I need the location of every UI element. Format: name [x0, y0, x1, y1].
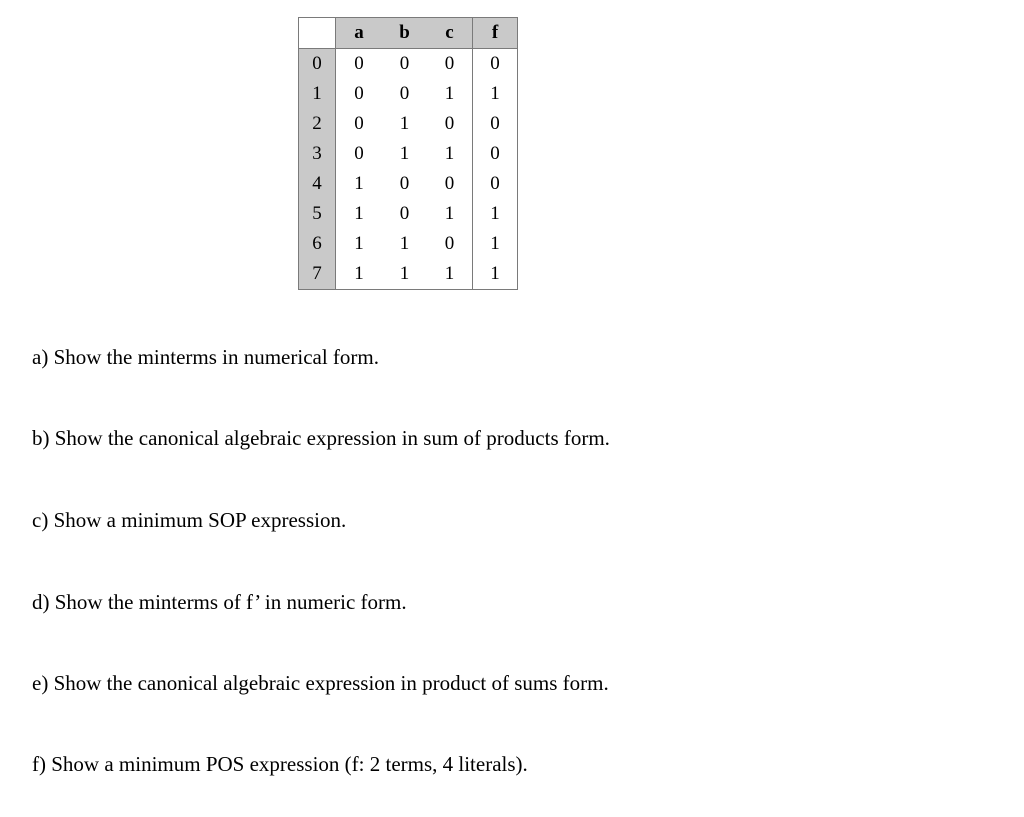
- cell-b: 1: [399, 113, 410, 134]
- column-header-f: f: [473, 18, 518, 49]
- cell-f: 1: [473, 259, 518, 290]
- cell-b: 0: [399, 203, 410, 224]
- row-index-cell: 3: [299, 139, 336, 169]
- question-a: a) Show the minterms in numerical form.: [32, 345, 380, 369]
- table-row: [299, 139, 518, 169]
- cell-c: 1: [444, 83, 455, 104]
- table-row: [299, 169, 518, 199]
- corner-cell: [299, 18, 336, 49]
- column-header-a: a: [336, 18, 383, 49]
- cell-f: 0: [473, 109, 518, 139]
- cell-b: 0: [399, 83, 410, 104]
- cell-a: 1: [336, 259, 383, 290]
- column-header-b: b: [382, 18, 427, 49]
- table-row: [299, 229, 518, 259]
- table-row: [299, 109, 518, 139]
- cell-c: 0: [444, 173, 455, 194]
- row-index-cell: 2: [299, 109, 336, 139]
- cell-c: 0: [444, 53, 455, 74]
- question-c: c) Show a minimum SOP expression.: [32, 508, 347, 532]
- column-header-c: c: [427, 18, 473, 49]
- cell-f: 1: [473, 79, 518, 109]
- cell-f: 0: [473, 139, 518, 169]
- cell-c: 0: [444, 113, 455, 134]
- row-index-cell: 6: [299, 229, 336, 259]
- cell-a: 1: [354, 203, 364, 224]
- question-e: e) Show the canonical algebraic expression in product of sums form.: [32, 671, 609, 695]
- question-f: f) Show a minimum POS expression (f: 2 terms, 4 literals).: [32, 752, 528, 776]
- question-b: b) Show the canonical algebraic expression in sum of products form.: [32, 426, 610, 450]
- cell-f: 0: [473, 49, 518, 80]
- row-index-cell: 7: [299, 259, 336, 290]
- cell-a: 0: [354, 53, 364, 74]
- cell-a: 0: [354, 143, 364, 164]
- cell-a: 1: [354, 173, 364, 194]
- cell-c: 0: [444, 233, 455, 254]
- table-row: [299, 49, 518, 80]
- row-index-cell: 0: [299, 49, 336, 80]
- cell-a: 0: [354, 113, 364, 134]
- cell-b: 1: [399, 143, 410, 164]
- truth-table: [298, 17, 518, 290]
- cell-b: 0: [399, 53, 410, 74]
- row-index-cell: 4: [299, 169, 336, 199]
- cell-c: 1: [427, 259, 473, 290]
- table-row: [299, 259, 518, 290]
- table-row: [299, 199, 518, 229]
- cell-b: 0: [399, 173, 410, 194]
- row-index-cell: 1: [299, 79, 336, 109]
- table-header-row: [299, 18, 518, 49]
- question-d: d) Show the minterms of f’ in numeric form.: [32, 590, 407, 614]
- cell-f: 1: [473, 199, 518, 229]
- cell-c: 1: [444, 143, 455, 164]
- cell-f: 1: [473, 229, 518, 259]
- row-index-cell: 5: [299, 199, 336, 229]
- cell-c: 1: [444, 203, 455, 224]
- cell-a: 1: [354, 233, 364, 254]
- table-row: [299, 79, 518, 109]
- cell-b: 1: [399, 233, 410, 254]
- cell-f: 0: [473, 169, 518, 199]
- cell-a: 0: [354, 83, 364, 104]
- cell-b: 1: [382, 259, 427, 290]
- table-body: [299, 49, 518, 290]
